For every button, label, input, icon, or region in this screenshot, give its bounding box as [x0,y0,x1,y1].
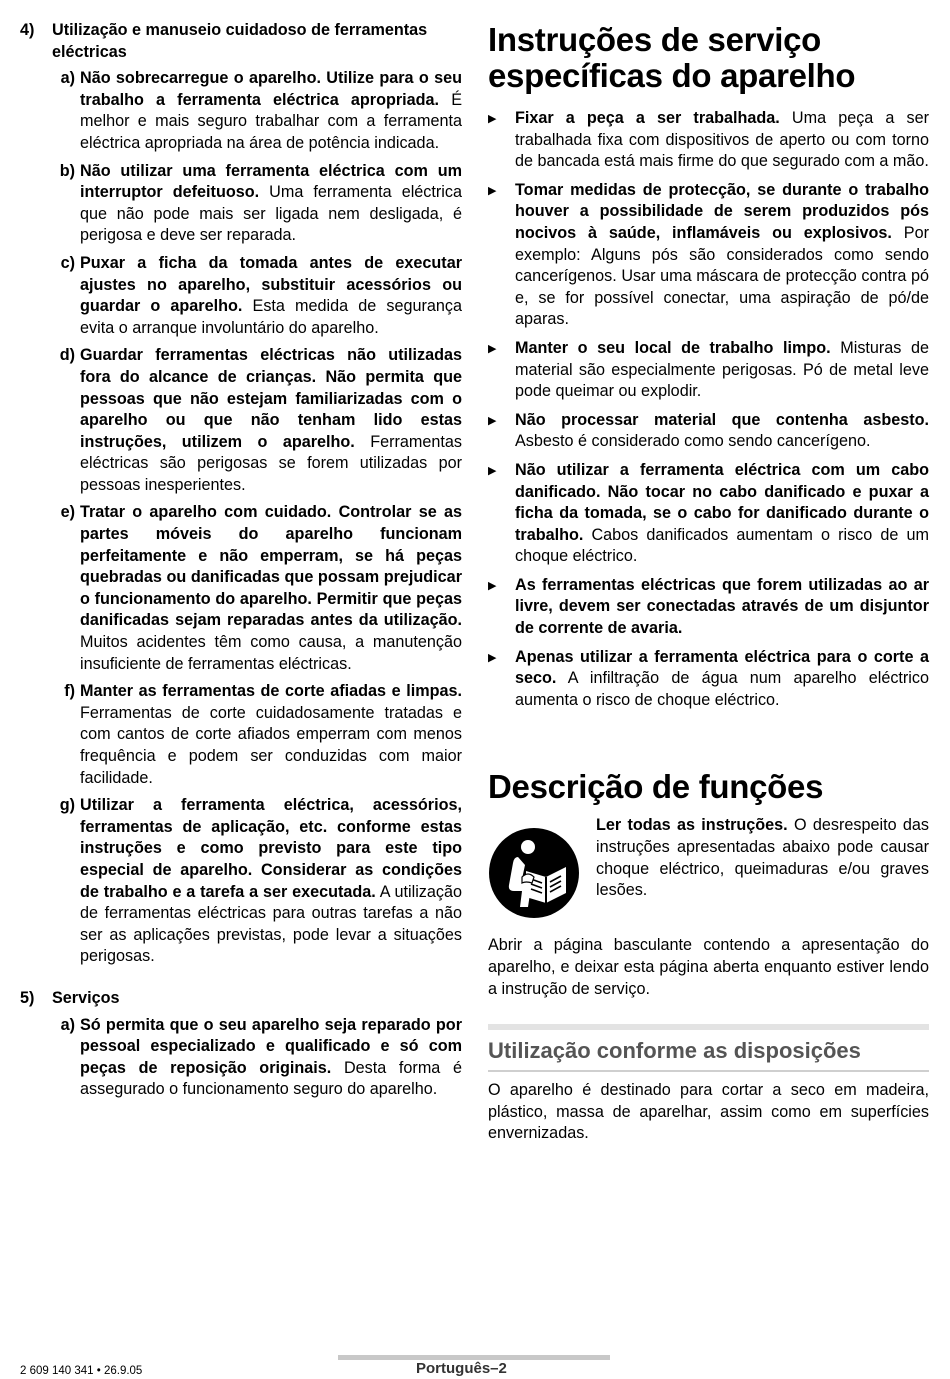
bullet-regular: Misturas de material são especialmente perigosas. Pó de metal leve pode queimar ou explodir. [515,338,929,401]
item-bold: Puxar a ficha da tomada antes de executar ajustes no aparelho, substituir acessórios ou guardar o aparelho. [80,253,462,316]
list-item [20,68,462,154]
bullet-item [488,647,929,712]
bullet-arrow-icon: ▶ [488,651,497,664]
bullet-arrow-icon: ▶ [488,113,497,125]
bullet-item [488,460,929,568]
right-column [488,22,929,1145]
item-regular: Uma ferramenta eléctrica que não pode mais ser ligada nem desligada, é perigosa e deve ser reparada. [80,183,462,245]
item-regular: Muitos acidentes têm como causa, a manutenção insuficiente de ferramentas eléctricas. [80,633,462,673]
section-5 [20,988,462,1101]
bullet-item [488,108,929,173]
item-letter: a) [60,69,75,88]
section-divider [488,1070,929,1072]
bullet-text [515,460,929,568]
bullet-text [515,108,929,173]
bullet-bold: Apenas utilizar a ferramenta eléctrica para o corte a seco. [515,647,929,688]
list-item [20,502,462,675]
item-regular: Esta medida de segurança evita o arranque involuntário do aparelho. [80,297,462,337]
bullet-regular: Cabos danificados aumentam o risco de um choque eléctrico. [515,525,929,566]
bullet-text [515,410,929,453]
intended-use-section [488,1024,929,1145]
bullet-arrow-icon: ▶ [488,184,497,197]
section-title: Utilização e manuseio cuidadoso de ferramentas eléctricas [52,21,428,61]
item-text [80,345,462,496]
item-text [80,68,462,154]
item-bold: Não sobrecarregue o aparelho. Utilize para o seu trabalho a ferramenta eléctrica apropriada. [80,69,462,109]
bullet-item [488,338,929,403]
section-title: Serviços [52,988,120,1007]
bullet-text [515,575,929,640]
heading-device-instructions: Instruções de serviço específicas do aparelho [488,21,856,94]
item-regular: É melhor e mais seguro trabalhar com a ferramenta eléctrica apropriada na área de potência indicada. [80,90,463,152]
page-label: Português–2 [416,1360,507,1377]
item-bold: Manter as ferramentas de corte afiadas e limpas. [80,682,462,701]
item-letter: d) [59,346,75,365]
read-instructions-block [488,815,929,919]
item-regular: Ferramentas eléctricas são perigosas se forem utilizadas por pessoas inesperientes. [80,432,462,494]
subheading-intended-use: Utilização conforme as disposições [488,1038,861,1064]
item-bold: Guardar ferramentas eléctricas não utilizadas fora do alcance de crianças. Não permita que pessoas que não estejam familiarizadas com o aparelho ou que não tenham lido estas instruções, utilizem o aparelho. [80,346,462,451]
bullet-arrow-icon: ▶ [488,464,497,477]
list-item [20,253,462,339]
bullet-regular: Uma peça a ser trabalhada fixa com dispositivos de aperto ou com torno de bancada está mais firme do que segurado com a mão. [515,109,929,171]
read-bold: Ler todas as instruções. [596,816,788,835]
bullet-regular: Por exemplo: Alguns pós são considerados como sendo cancerígenos. Usar uma máscara de protecção contra pó e, se for possível conectar, uma aspiração de pó/de aparas. [515,223,929,329]
section-number: 4) [20,21,35,39]
item-regular: Desta forma é assegurado o funcionamento seguro do aparelho. [80,1058,462,1099]
item-text [80,681,462,789]
item-letter: b) [59,161,75,180]
bullet-list [488,108,929,711]
item-text [80,795,462,968]
read-instructions-text [596,815,929,919]
bullet-arrow-icon: ▶ [488,342,497,355]
item-text [80,253,462,339]
section-5-heading [20,988,462,1010]
bullet-item [488,575,929,640]
section-4 [20,20,462,968]
intended-use-text: O aparelho é destinado para cortar a seco em madeira, plástico, massa de aparelhar, assim como em superfícies envernizadas. [488,1081,929,1143]
bullet-regular: Asbesto é considerado como sendo cancerígeno. [515,432,871,451]
fold-page-text: Abrir a página basculante contendo a apresentação do aparelho, e deixar esta página aberta enquanto estiver lendo a instrução de serviço. [488,936,929,998]
bullet-item [488,180,929,331]
list-item [20,345,462,496]
bullet-bold: Tomar medidas de protecção, se durante o trabalho houver a possibilidade de serem produzidos pós nocivos à saúde, inflamáveis ou explosivos. [515,180,929,242]
item-letter: f) [64,682,75,701]
item-letter: e) [60,503,75,522]
bullet-arrow-icon: ▶ [488,414,497,427]
item-letter: g) [59,796,75,815]
section-divider [488,1024,929,1030]
read-manual-icon [488,827,580,919]
item-letter: a) [60,1015,75,1034]
item-text [80,502,462,675]
heading-function-description: Descrição de funções [488,768,824,806]
bullet-bold: Fixar a peça a ser trabalhada. [515,109,780,127]
item-bold: Só permita que o seu aparelho seja reparado por pessoal especializado e qualificado e só com peças de reposição originais. [80,1015,462,1077]
bullet-bold: Não utilizar a ferramenta eléctrica com um cabo danificado. Não tocar no cabo danificado e puxar a ficha da tomada, se o cabo for danificado durante o trabalho. [515,460,929,544]
bullet-text [515,647,929,712]
document-code: 2 609 140 341 • 26.9.05 [20,1365,143,1377]
item-bold: Utilizar a ferramenta eléctrica, acessórios, ferramentas de aplicação, etc. conforme estas instruções e como previsto para este tipo especial de aparelho. Considerar as condições de trabalho e a tarefa a ser executada. [80,796,462,901]
list-item [20,681,462,789]
item-bold: Tratar o aparelho com cuidado. Controlar se as partes móveis do aparelho funcionam perfeitamente e não emperram, se há peças quebradas ou danificadas que possam prejudicar o funcionamento do aparelho. Permitir que peças danificadas sejam reparadas antes da utilização. [80,503,462,630]
read-regular: O desrespeito das instruções apresentadas abaixo pode causar choque eléctrico, queimaduras e/ou graves lesões. [596,816,929,900]
section-4-heading [20,20,462,63]
item-letter: c) [60,253,75,272]
bullet-regular: A infiltração de água num aparelho eléctrico aumenta o risco de choque eléctrico. [515,669,929,709]
item-text [80,161,462,247]
bullet-text [515,180,929,331]
item-regular: A utilização de ferramentas eléctricas para outras tarefas a não ser as aplicações previstas, pode levar a situações perigosas. [80,882,462,966]
list-item [20,795,462,968]
bullet-bold: Não processar material que contenha asbesto. [515,410,929,429]
item-regular: Ferramentas de corte cuidadosamente tratadas e com cantos de corte afiados emperram com menos frequência e podem ser conduzidas com maior facilidade. [80,703,462,787]
list-item [20,1015,462,1101]
left-column [20,20,462,1101]
item-bold: Não utilizar uma ferramenta eléctrica com um interruptor defeituoso. [80,161,462,202]
list-item [20,161,462,247]
bullet-bold: As ferramentas eléctricas que forem utilizadas ao ar livre, devem ser conectadas através de um disjuntor de corrente de avaria. [515,575,929,638]
bullet-text [515,338,929,403]
bullet-item [488,410,929,453]
bullet-arrow-icon: ▶ [488,579,497,592]
item-text [80,1015,462,1101]
section-number: 5) [20,988,35,1007]
bullet-bold: Manter o seu local de trabalho limpo. [515,338,831,357]
